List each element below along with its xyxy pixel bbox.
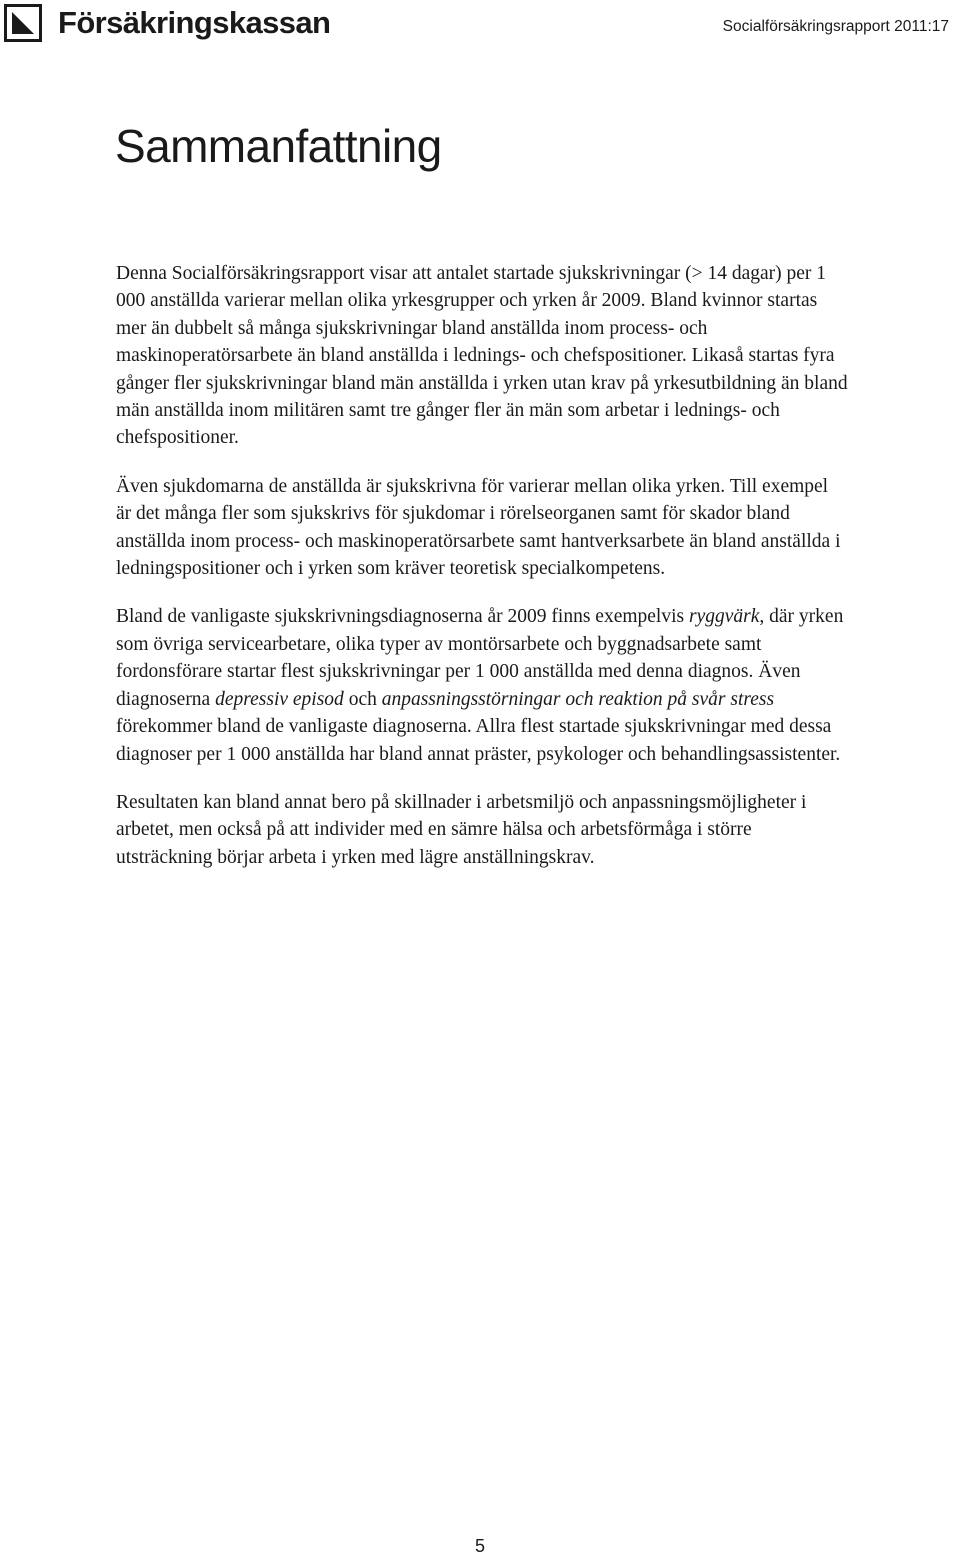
italic-term: ryggvärk xyxy=(688,606,760,628)
forsakringskassan-logo-mark-icon xyxy=(4,4,42,42)
page-header xyxy=(0,0,960,60)
summary-body xyxy=(116,260,848,892)
text-run: och xyxy=(343,688,382,710)
logo-text: Försäkringskassan xyxy=(58,5,331,40)
paragraph-1 xyxy=(116,260,848,452)
logo xyxy=(4,4,330,42)
text-run: Resultaten kan bland annat bero på skillnader i arbetsmiljö och anpassningsmöjligheter i arbetet, men också på att individer med en sämre hälsa och arbetsförmåga i större utsträckning börjar arbeta i yrken med lägre anställningskrav. xyxy=(116,791,807,868)
italic-term: depressiv episod xyxy=(215,688,344,710)
text-run: Denna Socialförsäkringsrapport visar att antalet startade sjukskrivningar (> 14 dagar) per 1 000 anställda varierar mellan olika yrkesgrupper och yrken år 2009. Bland kvinnor startas mer än dubbelt så många sjukskrivningar bland anställda inom process- och maskinoperatörsarbete än bland anställda i lednings- och chefspositioner. Likaså startas fyra gånger fler sjukskrivningar bland män anställda i yrken utan krav på yrkesutbildning än bland män anställda inom militären samt tre gånger fler än män som arbetar i lednings- och chefspositioner. xyxy=(116,263,848,449)
italic-term: anpassningsstörningar och reaktion på svår stress xyxy=(381,688,775,710)
paragraph-2 xyxy=(116,473,848,583)
text-run: Bland de vanligaste sjukskrivningsdiagnoserna år 2009 finns exempelvis xyxy=(116,606,689,628)
page-number: 5 xyxy=(474,1536,485,1556)
text-run: Även sjukdomarna de anställda är sjukskrivna för varierar mellan olika yrken. Till exempel är det många fler som sjukskrivs för sjukdomar i rörelseorganen samt för skador bland anställda inom process- och maskinoperatörsarbete samt hantverksarbete än bland anställda i ledningspositioner och i yrken som kräver teoretisk specialkompetens. xyxy=(116,475,841,580)
page-title: Sammanfattning xyxy=(115,120,442,172)
text-run: , där yrken som övriga servicearbetare, olika typer av montörsarbete och byggnadsarbete samt fordonsförare startar flest sjukskrivningar per 1 000 anställda med denna diagnos. Även diagnoserna xyxy=(116,606,844,710)
text-run: förekommer bland de vanligaste diagnoserna. Allra flest startade sjukskrivningar med dessa diagnoser per 1 000 anställda har bland annat präster, psykologer och behandlingsassistenter. xyxy=(116,716,841,765)
paragraph-4 xyxy=(116,789,848,871)
report-identifier: Socialförsäkringsrapport 2011:17 xyxy=(722,18,949,35)
paragraph-3 xyxy=(116,603,848,767)
